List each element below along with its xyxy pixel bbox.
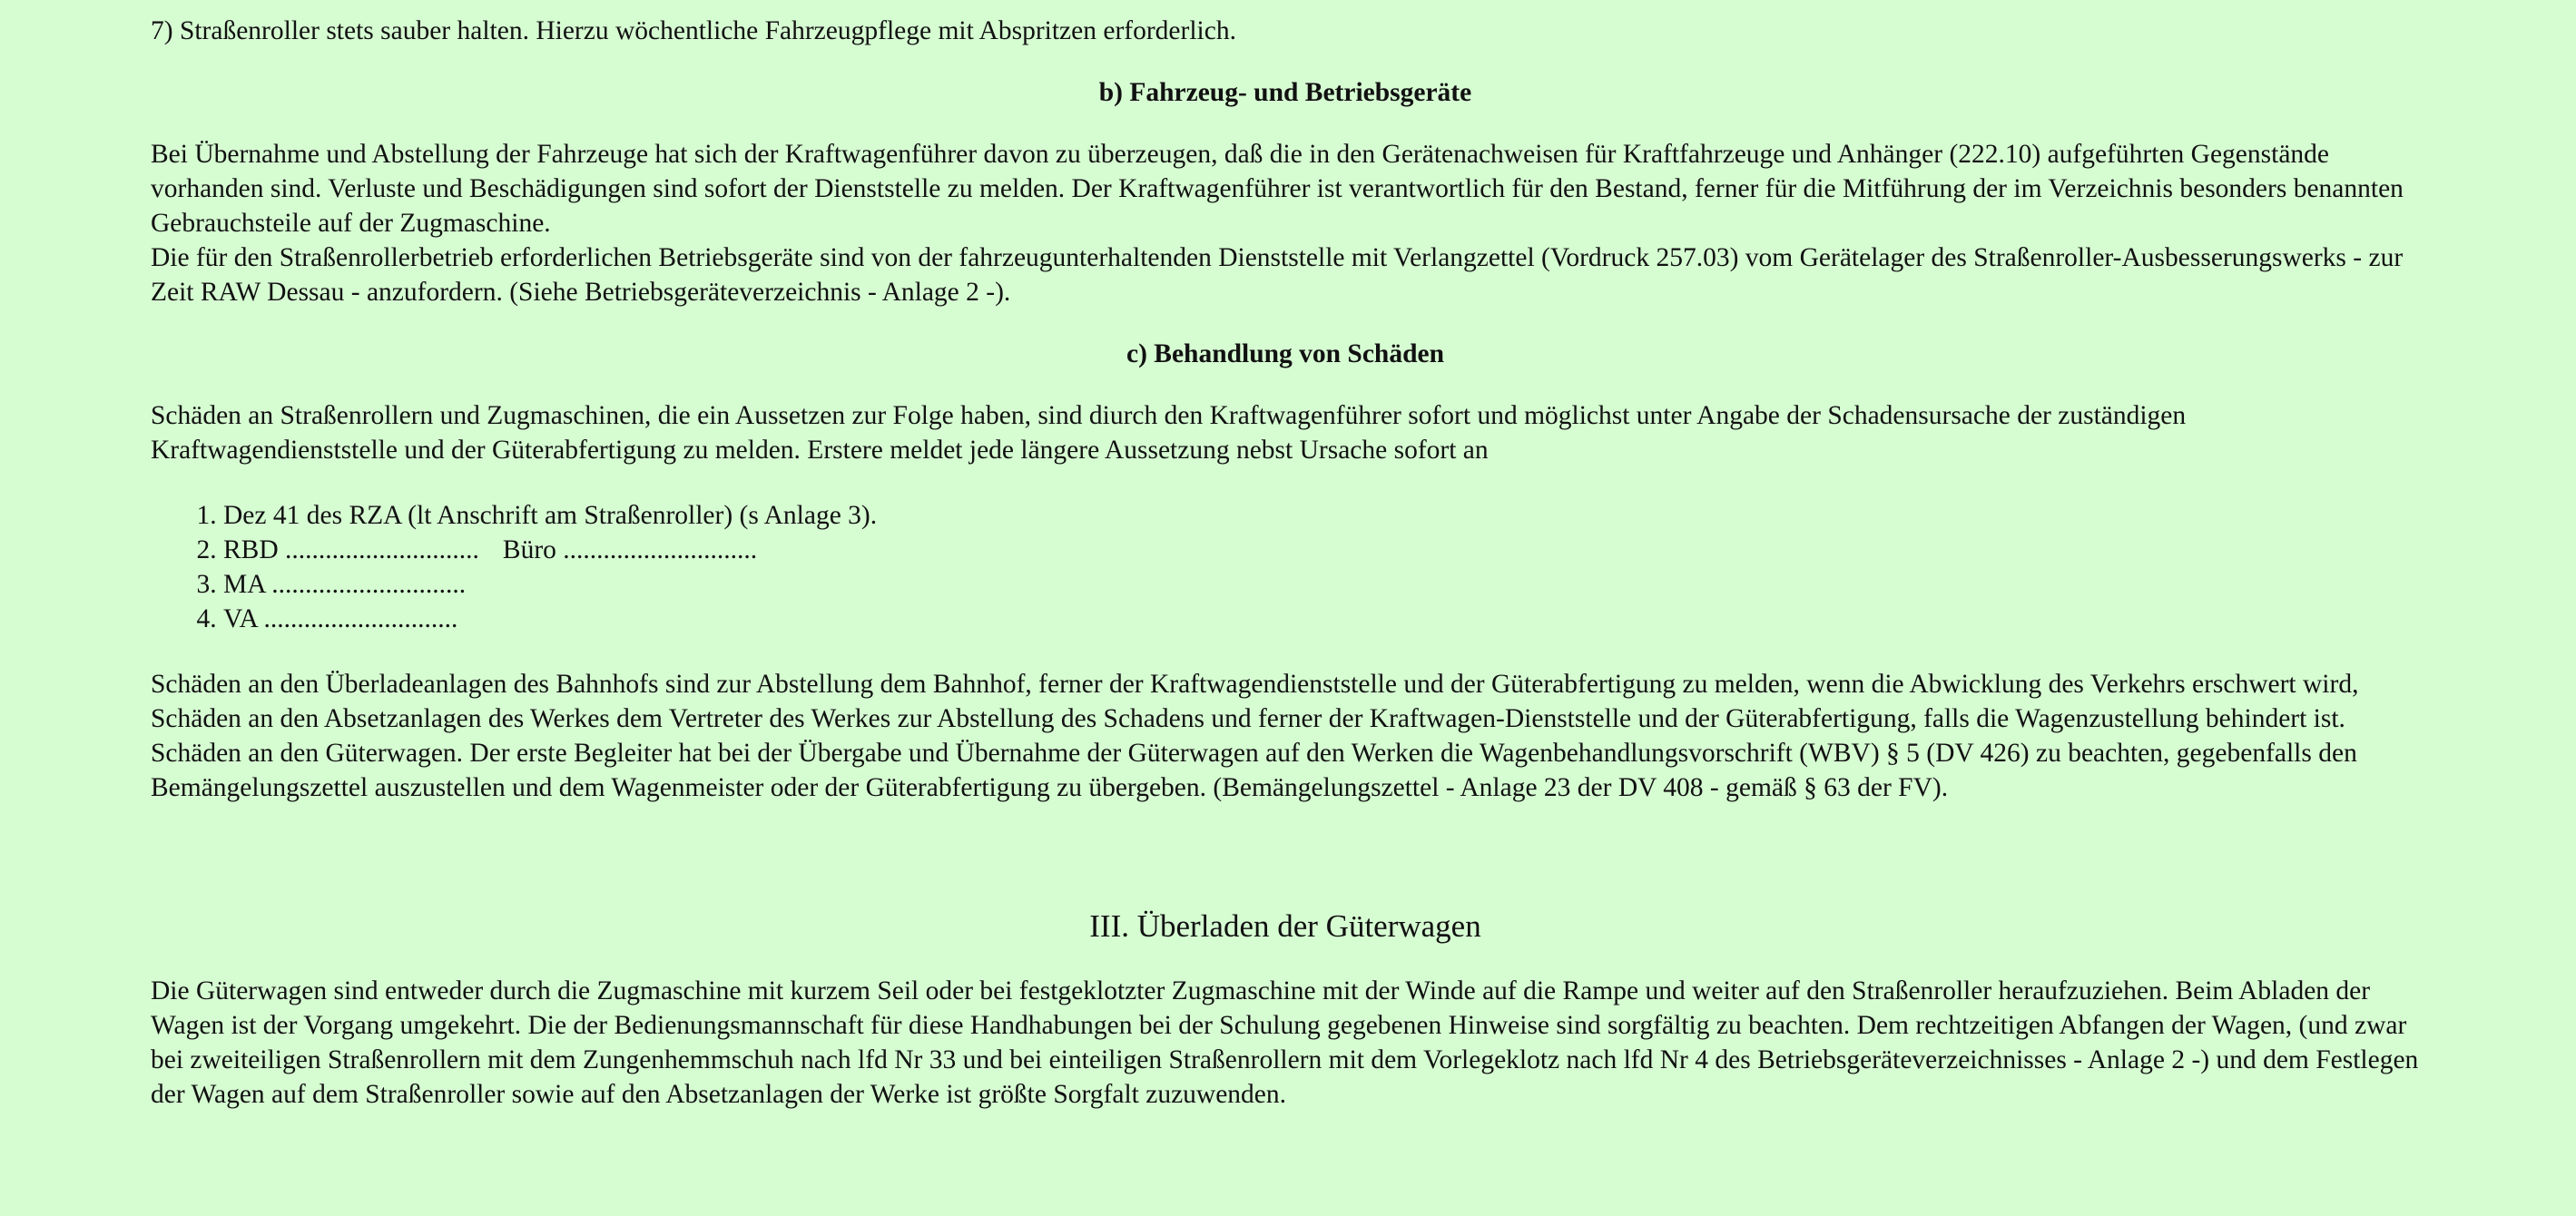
section-b-paragraph-2: Die für den Straßenrollerbetrieb erforderlichen Betriebsgeräte sind von der fahrzeugunterhaltenden Dienststelle mit Verlangzettel (Vordruck 257.03) vom Gerätelager des Straßenroller-Ausbesserungswerks - zur Zeit RAW Dessau - anzufordern. (Siehe Betriebsgeräteverzeichnis - Anlage 2 -). (151, 243, 2404, 307)
list-item (223, 498, 2420, 533)
section-c-paragraph-2: Schäden an den Überladeanlagen des Bahnhofs sind zur Abstellung dem Bahnhof, ferner der Kraftwagendienststelle und der Güterabfertigung zu melden, wenn die Abwicklung des Verkehrs erschwert wird, Schäden an den Absetzanlagen des Werkes dem Vertreter des Werkes zur Abstellung des Schadens und ferner der Kraftwagen-Dienststelle und der Güterabfertigung, falls die Wagenzustellung behindert ist. (151, 670, 2359, 733)
list-item-text: VA ............................. (223, 604, 458, 633)
section-b-paragraph-1: Bei Übernahme und Abstellung der Fahrzeuge hat sich der Kraftwagenführer davon zu überzeugen, daß die in den Gerätenachweisen für Kraftfahrzeuge und Anhänger (222.10) aufgeführten Gegenstände vorhanden sind. Verluste und Beschädigungen sind sofort der Dienststelle zu melden. Der Kraftwagenführer ist verantwortlich für den Bestand, ferner für die Mitführung der im Verzeichnis besonders benannten Gebrauchsteile auf der Zugmaschine. (151, 140, 2404, 238)
report-recipients-list (151, 498, 2420, 636)
document-body (151, 14, 2420, 1112)
section-c-paragraph-3: Schäden an den Güterwagen. Der erste Begleiter hat bei der Übergabe und Übernahme der Güterwagen auf den Werken die Wagenbehandlungsvorschrift (WBV) § 5 (DV 426) zu beachten, gegebenfalls den Bemängelungszettel auszustellen und dem Wagenmeister oder der Güterabfertigung zu übergeben. (Bemängelungszettel - Anlage 23 der DV 408 - gemäß § 63 der FV). (151, 739, 2357, 802)
list-item-text: RBD ............................. (223, 535, 479, 564)
list-item (223, 533, 2420, 567)
list-item-text: MA ............................. (223, 570, 467, 599)
section-c-paragraph-1: Schäden an Straßenrollern und Zugmaschinen, die ein Aussetzen zur Folge haben, sind diurch den Kraftwagenführer sofort und möglichst unter Angabe der Schadensursache der zuständigen Kraftwagendienststelle und der Güterabfertigung zu melden. Erstere meldet jede längere Aussetzung nebst Ursache sofort an (151, 401, 2187, 465)
list-item (223, 567, 2420, 602)
section-spacer (151, 805, 2420, 907)
section-b-heading: b) Fahrzeug- und Betriebsgeräte (1098, 78, 1472, 107)
section-iii-paragraph-1: Die Güterwagen sind entweder durch die Zugmaschine mit kurzem Seil oder bei festgeklotzter Zugmaschine mit der Winde auf die Rampe und weiter auf den Straßenroller heraufzuziehen. Beim Abladen der Wagen ist der Vorgang umgekehrt. Die der Bedienungsmannschaft für diese Handhabungen bei der Schulung gegebenen Hinweise sind sorgfältig zu beachten. Dem rechtzeitigen Abfangen der Wagen, (und zwar bei zweiteiligen Straßenrollern mit dem Zungenhemmschuh nach lfd Nr 33 und bei einteiligen Straßenrollern mit dem Vorlegeklotz nach lfd Nr 4 des Betriebsgeräteverzeichnisses - Anlage 2 -) und dem Festlegen der Wagen auf dem Straßenroller sowie auf den Absetzanlagen der Werke ist größte Sorgfalt zuzuwenden. (151, 976, 2419, 1109)
list-item (223, 602, 2420, 636)
list-item-subtext: Büro ............................. (502, 535, 758, 564)
list-item-text: Dez 41 des RZA (lt Anschrift am Straßenroller) (s Anlage 3). (223, 501, 878, 530)
section-iii-heading: III. Überladen der Güterwagen (1089, 908, 1481, 944)
intro-line: 7) Straßenroller stets sauber halten. Hierzu wöchentliche Fahrzeugpflege mit Abspritzen erforderlich. (151, 16, 1236, 45)
section-c-heading: c) Behandlung von Schäden (1126, 339, 1444, 368)
